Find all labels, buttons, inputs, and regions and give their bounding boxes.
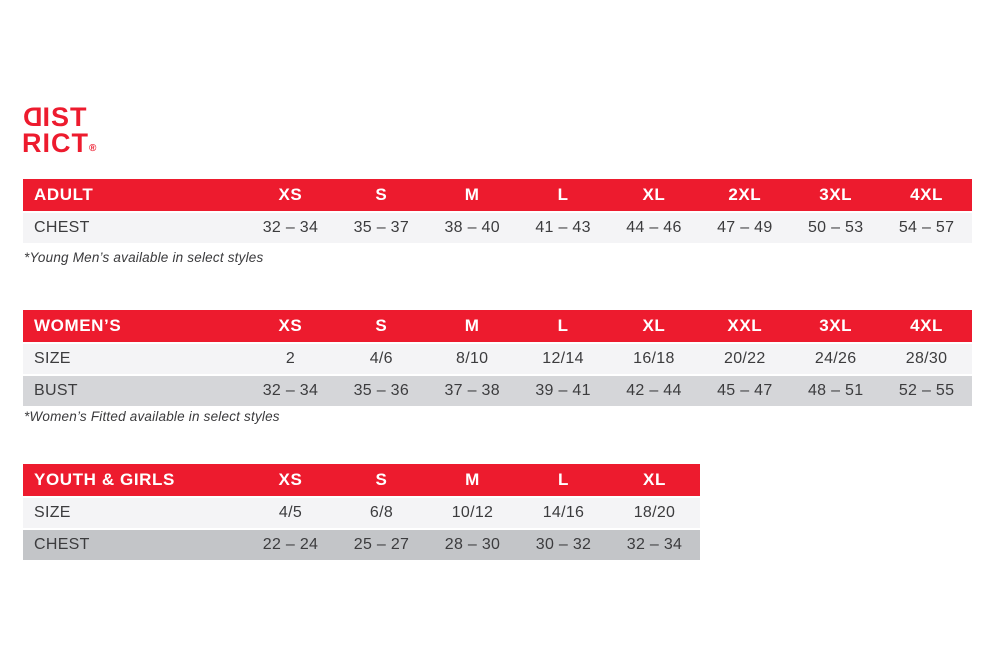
district-logo [22, 104, 96, 162]
adult-size-header: L [557, 185, 569, 204]
womens-cell-value: 16/18 [633, 350, 675, 367]
womens-size-header: S [375, 316, 388, 335]
youth-girls-row-label: CHEST [34, 536, 90, 553]
womens-cell-value: 4/6 [369, 350, 393, 367]
youth-girls-header-row [23, 464, 700, 496]
womens-cell-value: 37 – 38 [444, 382, 500, 399]
womens-cell-value: 48 – 51 [807, 382, 864, 399]
adult-size-header: 3XL [819, 185, 853, 204]
youth-girls-cell-value: 32 – 34 [626, 536, 683, 553]
adult-size-table [23, 179, 972, 243]
district-logo-mirrored-d: D [22, 102, 43, 132]
youth-girls-size-table [23, 464, 700, 560]
adult-cell-value: 47 – 49 [717, 219, 773, 236]
adult-cell-value: 32 – 34 [262, 219, 319, 236]
youth-girls-cell-value: 10/12 [451, 504, 494, 521]
womens-size-header: XS [278, 316, 303, 335]
registered-trademark-symbol: ® [89, 143, 97, 154]
adult-size-header: XL [642, 185, 666, 204]
womens-table-title: WOMEN’S [34, 316, 122, 335]
youth-girls-cell-value: 6/8 [369, 504, 394, 521]
adult-cell-value: 44 – 46 [626, 219, 682, 236]
youth-girls-size-header: L [558, 470, 569, 489]
youth-girls-chest-row [23, 530, 700, 560]
youth-girls-size-header: M [465, 470, 480, 489]
district-logo-line1 [22, 104, 96, 130]
womens-cell-value: 20/22 [724, 350, 766, 367]
adult-footnote: *Young Men’s available in select styles [24, 250, 264, 265]
womens-cell-value: 42 – 44 [626, 382, 682, 399]
youth-girls-size-header: XL [643, 470, 666, 489]
adult-size-header: M [464, 185, 480, 204]
adult-table-title: ADULT [34, 185, 94, 204]
womens-cell-value: 28/30 [905, 350, 948, 367]
youth-girls-row-label: SIZE [34, 504, 71, 521]
youth-girls-cell-value: 18/20 [633, 504, 676, 521]
womens-size-row [23, 344, 972, 374]
womens-row-label: BUST [34, 382, 78, 399]
womens-cell-value: 35 – 36 [353, 382, 410, 399]
youth-girls-cell-value: 22 – 24 [262, 536, 319, 553]
womens-size-header: L [557, 316, 569, 335]
adult-header-row [23, 179, 972, 211]
womens-cell-value: 24/26 [814, 350, 857, 367]
adult-cell-value: 35 – 37 [353, 219, 410, 236]
womens-cell-value: 39 – 41 [535, 382, 591, 399]
womens-row-label: SIZE [34, 350, 71, 367]
adult-cell-value: 54 – 57 [898, 219, 955, 236]
youth-girls-cell-value: 28 – 30 [444, 536, 501, 553]
womens-size-header: M [464, 316, 480, 335]
womens-header-row [23, 310, 972, 342]
youth-girls-size-header: XS [278, 470, 303, 489]
district-logo-line2 [22, 130, 96, 162]
adult-cell-value: 38 – 40 [444, 219, 500, 236]
womens-size-header: XXL [727, 316, 763, 335]
adult-size-header: 4XL [910, 185, 944, 204]
adult-size-header: 2XL [728, 185, 762, 204]
adult-cell-value: 41 – 43 [535, 219, 591, 236]
adult-chest-row [23, 213, 972, 243]
womens-footnote: *Women’s Fitted available in select styles [24, 409, 280, 424]
youth-girls-cell-value: 25 – 27 [353, 536, 410, 553]
womens-size-table [23, 310, 972, 406]
youth-girls-size-row [23, 498, 700, 528]
adult-size-header: S [375, 185, 388, 204]
womens-cell-value: 45 – 47 [717, 382, 773, 399]
district-logo-line2-text: RICT [22, 128, 89, 158]
womens-cell-value: 2 [285, 350, 296, 367]
youth-girls-size-header: S [375, 470, 388, 489]
womens-bust-row [23, 376, 972, 406]
womens-cell-value: 12/14 [542, 350, 584, 367]
youth-girls-cell-value: 4/5 [278, 504, 303, 521]
womens-size-header: 3XL [819, 316, 853, 335]
youth-girls-cell-value: 30 – 32 [535, 536, 592, 553]
youth-girls-table-title: YOUTH & GIRLS [34, 470, 175, 489]
womens-cell-value: 8/10 [456, 350, 489, 367]
womens-size-header: 4XL [910, 316, 944, 335]
adult-row-label: CHEST [34, 219, 90, 236]
adult-size-header: XS [278, 185, 303, 204]
youth-girls-cell-value: 14/16 [542, 504, 585, 521]
womens-cell-value: 32 – 34 [262, 382, 319, 399]
adult-cell-value: 50 – 53 [807, 219, 864, 236]
womens-size-header: XL [642, 316, 666, 335]
district-logo-line1-rest: IST [42, 102, 88, 132]
womens-cell-value: 52 – 55 [898, 382, 955, 399]
